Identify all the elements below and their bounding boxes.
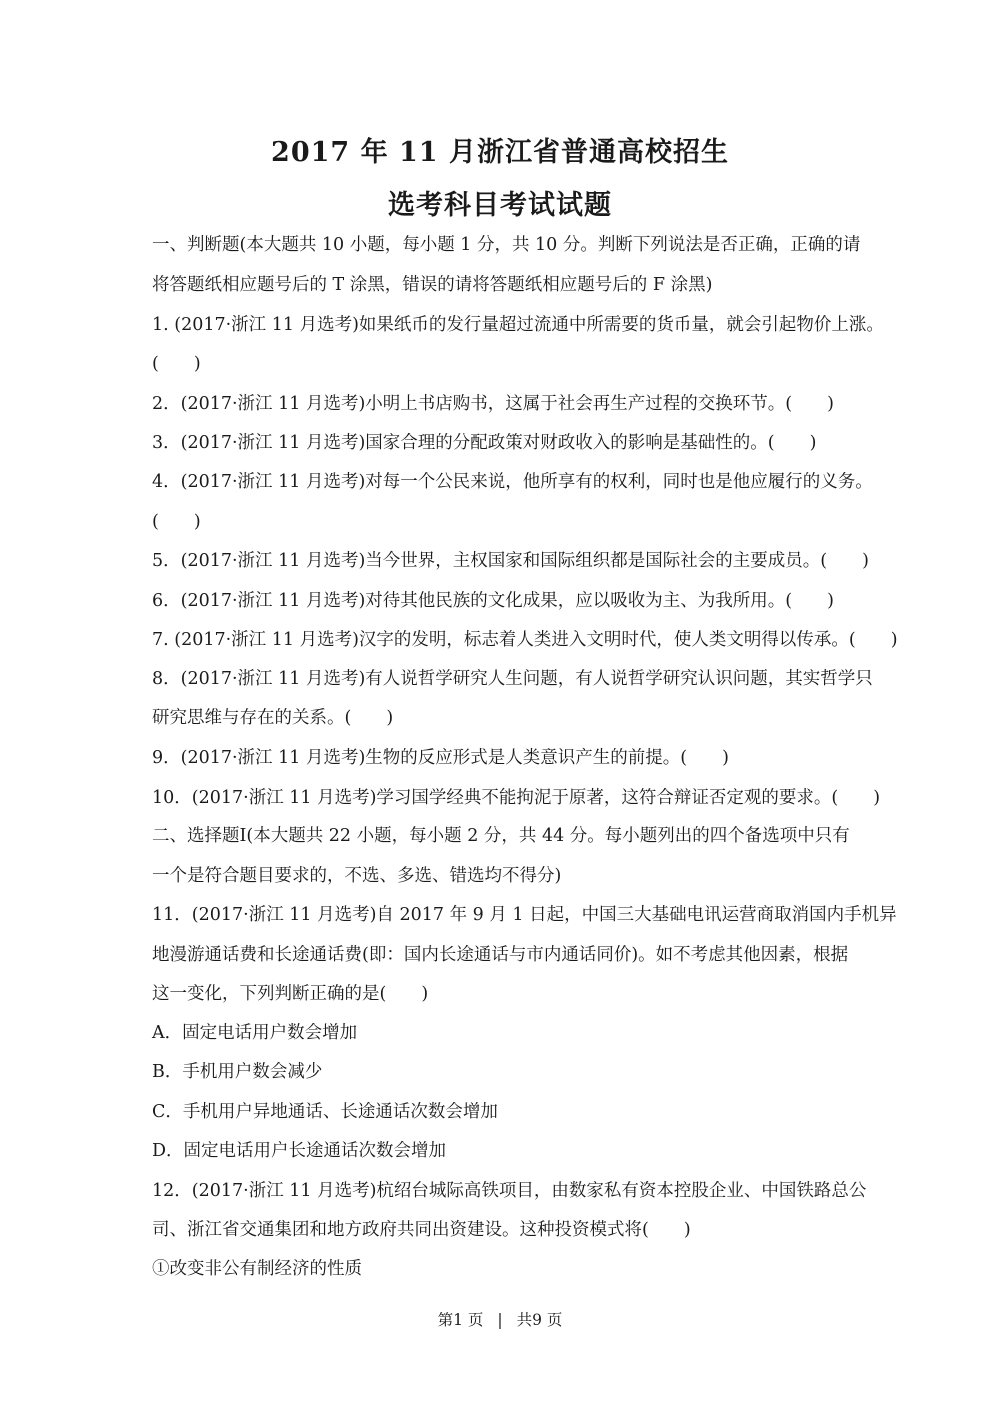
question-6: 6．(2017·浙江 11 月选考)对待其他民族的文化成果，应以吸收为主、为我所用。( )	[152, 591, 834, 611]
question-11-option-d: D．固定电话用户长途通话次数会增加	[152, 1141, 447, 1161]
question-11-stem-end: 这一变化，下列判断正确的是( )	[152, 984, 429, 1004]
question-2: 2．(2017·浙江 11 月选考)小明上书店购书，这属于社会再生产过程的交换环节。( )	[152, 394, 834, 414]
question-11-cont: 地漫游通话费和长途通话费(即：国内长途通话与市内通话同价)。如不考虑其他因素，根据	[152, 945, 849, 965]
question-3: 3．(2017·浙江 11 月选考)国家合理的分配政策对财政收入的影响是基础性的。( )	[152, 433, 817, 453]
question-7: 7. (2017·浙江 11 月选考)汉字的发明，标志着人类进入文明时代，使人类文明得以传承。( )	[152, 630, 898, 650]
question-5: 5．(2017·浙江 11 月选考)当今世界，主权国家和国际组织都是国际社会的主要成员。( )	[152, 551, 869, 571]
page-total: 共9 页	[516, 1311, 563, 1329]
question-11-option-a: A．固定电话用户数会增加	[152, 1023, 358, 1043]
question-12: 12．(2017·浙江 11 月选考)杭绍台城际高铁项目，由数家私有资本控股企业、中国铁路总公	[152, 1181, 867, 1201]
page-footer	[0, 1308, 1000, 1330]
section-1-instruction-cont: 将答题纸相应题号后的 T 涂黑，错误的请将答题纸相应题号后的 F 涂黑)	[152, 275, 713, 295]
section-1-instruction: 一、判断题(本大题共 10 小题，每小题 1 分，共 10 分。判断下列说法是否正确，正确的请	[152, 235, 861, 255]
question-8-cont: 研究思维与存在的关系。( )	[152, 708, 394, 728]
section-2-instruction-cont: 一个是符合题目要求的，不选、多选、错选均不得分)	[152, 866, 562, 886]
question-11-option-c: C．手机用户异地通话、长途通话次数会增加	[152, 1102, 498, 1122]
question-12-cont: 司、浙江省交通集团和地方政府共同出资建设。这种投资模式将( )	[152, 1220, 691, 1240]
exam-title-line-1: 2017 年 11 月浙江省普通高校招生	[271, 137, 729, 168]
question-10: 10．(2017·浙江 11 月选考)学习国学经典不能拘泥于原著，这符合辩证否定观的要求。( )	[152, 788, 881, 808]
question-1: 1. (2017·浙江 11 月选考)如果纸币的发行量超过流通中所需要的货币量，就会引起物价上涨。	[152, 315, 884, 335]
question-11: 11．(2017·浙江 11 月选考)自 2017 年 9 月 1 日起，中国三大基础电讯运营商取消国内手机异	[152, 905, 897, 925]
question-9: 9．(2017·浙江 11 月选考)生物的反应形式是人类意识产生的前提。( )	[152, 748, 729, 768]
question-12-item-1: ①改变非公有制经济的性质	[152, 1259, 362, 1279]
page-number: 第1 页	[437, 1311, 484, 1329]
question-4-blank: ( )	[152, 512, 201, 532]
exam-title-line-2: 选考科目考试试题	[388, 190, 612, 221]
footer-separator: |	[497, 1311, 503, 1329]
question-4: 4．(2017·浙江 11 月选考)对每一个公民来说，他所享有的权利，同时也是他应履行的义务。	[152, 472, 873, 492]
question-8: 8．(2017·浙江 11 月选考)有人说哲学研究人生问题，有人说哲学研究认识问题，其实哲学只	[152, 669, 873, 689]
question-1-blank: ( )	[152, 354, 201, 374]
question-11-option-b: B．手机用户数会减少	[152, 1062, 323, 1082]
section-2-instruction: 二、选择题Ⅰ(本大题共 22 小题，每小题 2 分，共 44 分。每小题列出的四个备选项中只有	[152, 826, 850, 846]
